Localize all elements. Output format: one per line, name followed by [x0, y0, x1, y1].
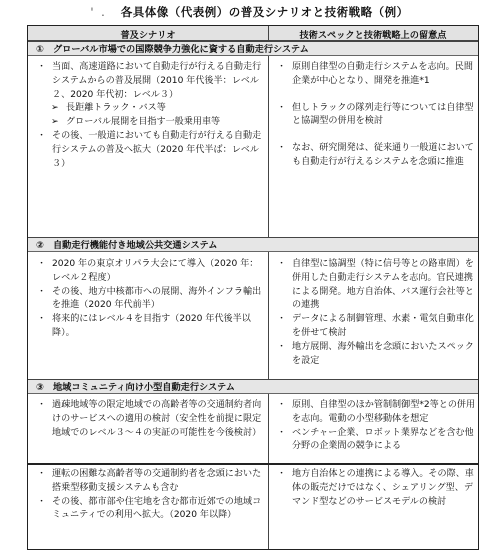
- header-left: 普及シナリオ: [120, 30, 176, 41]
- column-divider: [268, 56, 269, 237]
- list-item: ・ 原則自律型の自動走行システムを志向。民間企業が中心となり、開発を推進*1: [277, 62, 473, 86]
- list-item: ・ その後、都市部や住宅地を含む都市近郊での地域コミュニティでの利用へ拡大。（2020 年以降）: [37, 496, 262, 521]
- list-item: ・ 原則、自律型のほか管制制御型*2等との併用を志向。電動の小型移動体を想定: [277, 400, 476, 424]
- list-item: ・ ベンチャー企業、ロボット業界などを含む他分野の企業間の競争による: [277, 427, 474, 452]
- section-2-left: [32, 258, 264, 341]
- table-header: [28, 26, 478, 41]
- list-item: ・ 将来的にはレベル４を目指す（2020 年代後半以降）。: [37, 314, 251, 338]
- list-item: ・ 自律型に協調型（特に信号等との路車間）を併用した自動走行システムを志向。官民連携による開発。地方自治体、バス運行会社等との連携: [277, 259, 474, 311]
- list-item: ・ 2020 年の東京オリパラ大会にて導入（2020 年：レベル２程度）: [37, 259, 259, 283]
- list-item: ➢ グローバル展開を目指す一般乗用車等: [51, 117, 221, 128]
- list-item: ・ データによる制御管理、水素・電気自動車化を併せて検討: [277, 314, 474, 338]
- list-item: ・ 地方展開、海外輸出を念頭においたスペックを設定: [277, 341, 474, 366]
- section-3-divider: [28, 463, 478, 465]
- list-item: ・ その後、一般道においても自動走行が行える自動走行システムの普及へ拡大（2020 年代半ば：レベル３）: [37, 130, 262, 169]
- section-3-right-b: [272, 468, 476, 509]
- title-text: 各具体像（代表例）の普及シナリオと技術戦略（例）: [120, 5, 409, 19]
- section-2-right: [272, 258, 476, 368]
- column-divider: [268, 252, 269, 379]
- section-3-left-b: [32, 468, 264, 523]
- page-title: [0, 4, 499, 20]
- section-3-right-a: [272, 399, 476, 461]
- section-2-title: ② 自動走行機能付き地域公共交通システム: [28, 237, 478, 252]
- list-item: ・ その後、地方中核都市への展開、海外インフラ輸出を推進（2020 年代前半）: [37, 286, 262, 311]
- section-1-left: [32, 61, 264, 171]
- list-item: ・ なお、研究開発は、従来通り一般道においても自動走行が行えるシステムを念頭に推進: [277, 143, 474, 167]
- list-item: ・ 地方自治体との連携による導入。その際、車体の販売だけではなく、シェアリング型、デマンド型などのサービスモデルの検討: [277, 469, 474, 507]
- list-item: ➢ 長距離トラック・バス等: [51, 103, 166, 114]
- scenario-table: [27, 25, 479, 550]
- section-1-right: [272, 61, 476, 170]
- list-item: ・ 過疎地域等の限定地域での高齢者等の交通制約者向けのサービスへの適用の検討（安全性を前提に限定地域でのレベル３～４の実証の可能性を今後検討）: [37, 400, 262, 438]
- column-divider: [268, 26, 269, 41]
- list-item: ・ 運転の困難な高齢者等の交通制約者を念頭においた搭乗型移動支援システムも含む: [37, 469, 262, 493]
- column-divider: [268, 394, 269, 549]
- title-prefix: ' .: [90, 5, 107, 19]
- section-1-title: ① グローバル市場での国際競争力強化に資する自動走行システム: [28, 41, 478, 56]
- section-3-left-a: [32, 399, 264, 461]
- list-item: ・ 但しトラックの隊列走行等については自律型と協調型の併用を検討: [277, 102, 474, 127]
- header-right: 技術スペックと技術戦略上の留意点: [299, 30, 447, 41]
- section-3-title: ③ 地域コミュニティ向け小型自動走行システム: [28, 379, 478, 394]
- list-item: ・ 当面、高速道路において自動走行が行える自動走行システムからの普及展開（2010 年代後半：レベル２、2020 年代初：レベル３）: [37, 62, 262, 100]
